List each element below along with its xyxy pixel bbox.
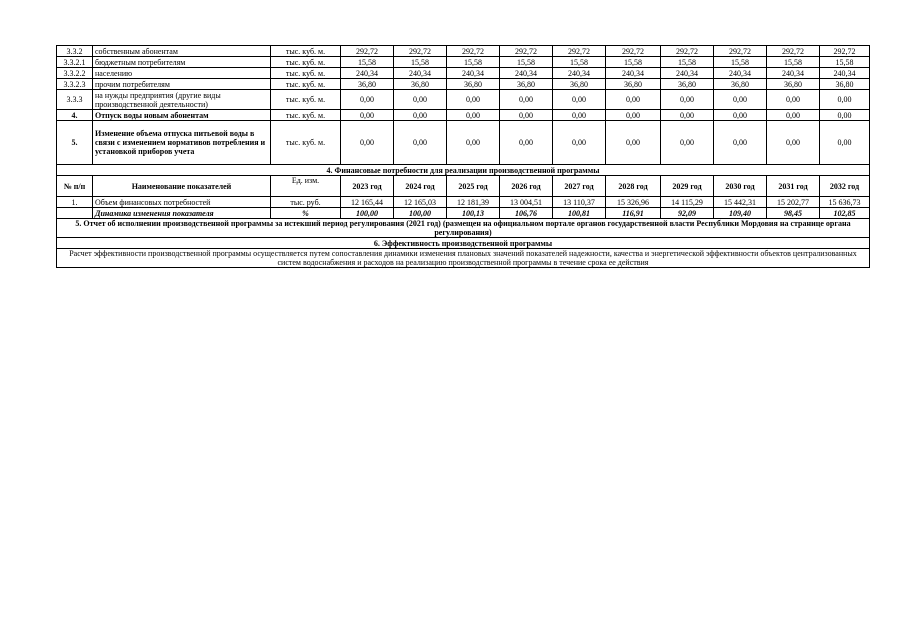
row-value: 240,34 xyxy=(447,68,500,79)
row-value: 15 636,73 xyxy=(820,197,870,208)
row-value: 0,00 xyxy=(714,110,767,121)
row-name: бюджетным потребителям xyxy=(93,57,271,68)
row-value: 100,00 xyxy=(394,208,447,219)
row-value: 36,80 xyxy=(820,79,870,90)
row-value: 15,58 xyxy=(447,57,500,68)
row-value: 0,00 xyxy=(394,90,447,110)
row-value: 0,00 xyxy=(394,110,447,121)
table-row xyxy=(57,121,870,165)
row-value: 292,72 xyxy=(767,46,820,57)
row-value: 15 326,96 xyxy=(606,197,661,208)
row-value: 15,58 xyxy=(500,57,553,68)
section-6-text: Расчет эффективности производственной программы осуществляется путем сопоставления динамики изменения плановых значений показателей надежности, качества и энергетической эффективности объектов централизованных систем водоснабжения и расходов на реализацию производственной программы в течение срока ее действия xyxy=(57,249,870,268)
row-value: 0,00 xyxy=(500,90,553,110)
row-name: Динамика изменения показателя xyxy=(93,208,271,219)
row-value: 36,80 xyxy=(661,79,714,90)
financial-header-row xyxy=(57,176,870,197)
row-value: 240,34 xyxy=(394,68,447,79)
row-value: 0,00 xyxy=(447,121,500,165)
row-value: 100,81 xyxy=(553,208,606,219)
table-row xyxy=(57,57,870,68)
row-code: 3.3.2.1 xyxy=(57,57,93,68)
row-value: 0,00 xyxy=(500,110,553,121)
header-year: 2032 год xyxy=(820,176,870,197)
section-5-row xyxy=(57,219,870,238)
row-value: 0,00 xyxy=(447,110,500,121)
section-4-row xyxy=(57,165,870,176)
row-value: 0,00 xyxy=(661,121,714,165)
row-unit: тыс. куб. м. xyxy=(271,121,341,165)
table-row xyxy=(57,68,870,79)
row-value: 92,09 xyxy=(661,208,714,219)
row-unit: тыс. куб. м. xyxy=(271,46,341,57)
row-value: 12 165,03 xyxy=(394,197,447,208)
section-6-title: 6. Эффективность производственной программы xyxy=(57,238,870,249)
row-value: 292,72 xyxy=(500,46,553,57)
row-value: 0,00 xyxy=(820,90,870,110)
document-table-fragment xyxy=(56,45,869,268)
section-5-text: 5. Отчет об исполнении производственной программы за истекший период регулирования (2021 год) (размещен на официальном портале органов государственной власти Республики Мордовия на странице органа регулирования) xyxy=(57,219,870,238)
row-value: 13 004,51 xyxy=(500,197,553,208)
row-value: 0,00 xyxy=(606,90,661,110)
row-unit: % xyxy=(271,208,341,219)
row-name: на нужды предприятия (другие виды производственной деятельности) xyxy=(93,90,271,110)
row-value: 15,58 xyxy=(661,57,714,68)
row-value: 0,00 xyxy=(500,121,553,165)
header-num: № п/п xyxy=(57,176,93,197)
row-value: 0,00 xyxy=(553,110,606,121)
row-value: 292,72 xyxy=(447,46,500,57)
row-value: 0,00 xyxy=(714,121,767,165)
row-unit: тыс. руб. xyxy=(271,197,341,208)
row-value: 100,13 xyxy=(447,208,500,219)
row-num: 1. xyxy=(57,197,93,208)
row-value: 36,80 xyxy=(447,79,500,90)
table-row xyxy=(57,46,870,57)
row-value: 0,00 xyxy=(767,90,820,110)
row-value: 292,72 xyxy=(606,46,661,57)
row-value: 14 115,29 xyxy=(661,197,714,208)
row-value: 102,85 xyxy=(820,208,870,219)
row-value: 0,00 xyxy=(553,121,606,165)
row-value: 12 165,44 xyxy=(341,197,394,208)
row-value: 240,34 xyxy=(661,68,714,79)
row-name: Изменение объема отпуска питьевой воды в связи с изменением нормативов потребления и установкой приборов учета xyxy=(93,121,271,165)
row-value: 15,58 xyxy=(341,57,394,68)
row-value: 15,58 xyxy=(606,57,661,68)
header-year: 2026 год xyxy=(500,176,553,197)
row-name: прочим потребителям xyxy=(93,79,271,90)
row-value: 0,00 xyxy=(714,90,767,110)
row-unit: тыс. куб. м. xyxy=(271,68,341,79)
row-value: 0,00 xyxy=(606,110,661,121)
water-volume-rows xyxy=(57,46,870,165)
row-value: 36,80 xyxy=(500,79,553,90)
section-6-text-row xyxy=(57,249,870,268)
header-year: 2025 год xyxy=(447,176,500,197)
table-row xyxy=(57,110,870,121)
row-value: 36,80 xyxy=(606,79,661,90)
row-value: 15 202,77 xyxy=(767,197,820,208)
row-unit: тыс. куб. м. xyxy=(271,79,341,90)
row-value: 36,80 xyxy=(394,79,447,90)
row-value: 15,58 xyxy=(767,57,820,68)
row-value: 240,34 xyxy=(341,68,394,79)
row-value: 116,91 xyxy=(606,208,661,219)
header-unit: Ед. изм. xyxy=(271,176,341,197)
row-value: 240,34 xyxy=(553,68,606,79)
row-code: 4. xyxy=(57,110,93,121)
header-year: 2024 год xyxy=(394,176,447,197)
row-code: 3.3.2.2 xyxy=(57,68,93,79)
row-value: 292,72 xyxy=(341,46,394,57)
row-code: 3.3.2.3 xyxy=(57,79,93,90)
row-value: 15 442,31 xyxy=(714,197,767,208)
table-row xyxy=(57,197,870,208)
row-value: 0,00 xyxy=(767,110,820,121)
row-value: 36,80 xyxy=(714,79,767,90)
row-value: 0,00 xyxy=(553,90,606,110)
row-unit: тыс. куб. м. xyxy=(271,90,341,110)
financial-rows xyxy=(57,197,870,219)
row-name: Отпуск воды новым абонентам xyxy=(93,110,271,121)
table-row xyxy=(57,208,870,219)
row-name: собственным абонентам xyxy=(93,46,271,57)
row-code: 5. xyxy=(57,121,93,165)
row-value: 240,34 xyxy=(714,68,767,79)
row-value: 292,72 xyxy=(553,46,606,57)
row-value: 292,72 xyxy=(714,46,767,57)
header-year: 2028 год xyxy=(606,176,661,197)
row-num xyxy=(57,208,93,219)
header-year: 2023 год xyxy=(341,176,394,197)
row-value: 36,80 xyxy=(767,79,820,90)
row-value: 0,00 xyxy=(447,90,500,110)
row-value: 12 181,39 xyxy=(447,197,500,208)
row-value: 240,34 xyxy=(606,68,661,79)
row-value: 0,00 xyxy=(820,110,870,121)
header-indicator-name: Наименование показателей xyxy=(93,176,271,197)
row-value: 0,00 xyxy=(661,110,714,121)
row-value: 0,00 xyxy=(341,121,394,165)
section-6-title-row xyxy=(57,238,870,249)
row-code: 3.3.3 xyxy=(57,90,93,110)
row-unit: тыс. куб. м. xyxy=(271,57,341,68)
row-value: 15,58 xyxy=(394,57,447,68)
row-value: 0,00 xyxy=(341,90,394,110)
row-value: 98,45 xyxy=(767,208,820,219)
row-value: 0,00 xyxy=(661,90,714,110)
row-value: 106,76 xyxy=(500,208,553,219)
row-value: 109,40 xyxy=(714,208,767,219)
header-year: 2029 год xyxy=(661,176,714,197)
header-year: 2031 год xyxy=(767,176,820,197)
row-value: 36,80 xyxy=(341,79,394,90)
row-value: 13 110,37 xyxy=(553,197,606,208)
row-value: 100,00 xyxy=(341,208,394,219)
row-unit: тыс. куб. м. xyxy=(271,110,341,121)
row-value: 15,58 xyxy=(820,57,870,68)
row-value: 292,72 xyxy=(661,46,714,57)
header-year: 2027 год xyxy=(553,176,606,197)
row-value: 292,72 xyxy=(394,46,447,57)
section-4-title: 4. Финансовые потребности для реализации производственной программы xyxy=(57,165,870,176)
row-value: 292,72 xyxy=(820,46,870,57)
row-value: 0,00 xyxy=(394,121,447,165)
row-value: 0,00 xyxy=(606,121,661,165)
row-value: 0,00 xyxy=(341,110,394,121)
row-value: 240,34 xyxy=(767,68,820,79)
row-value: 0,00 xyxy=(767,121,820,165)
row-name: Объем финансовых потребностей xyxy=(93,197,271,208)
row-value: 240,34 xyxy=(820,68,870,79)
production-program-table xyxy=(56,45,870,268)
row-value: 15,58 xyxy=(553,57,606,68)
row-code: 3.3.2 xyxy=(57,46,93,57)
row-value: 36,80 xyxy=(553,79,606,90)
table-row xyxy=(57,90,870,110)
row-value: 240,34 xyxy=(500,68,553,79)
row-name: населению xyxy=(93,68,271,79)
header-year: 2030 год xyxy=(714,176,767,197)
row-value: 15,58 xyxy=(714,57,767,68)
row-value: 0,00 xyxy=(820,121,870,165)
table-row xyxy=(57,79,870,90)
